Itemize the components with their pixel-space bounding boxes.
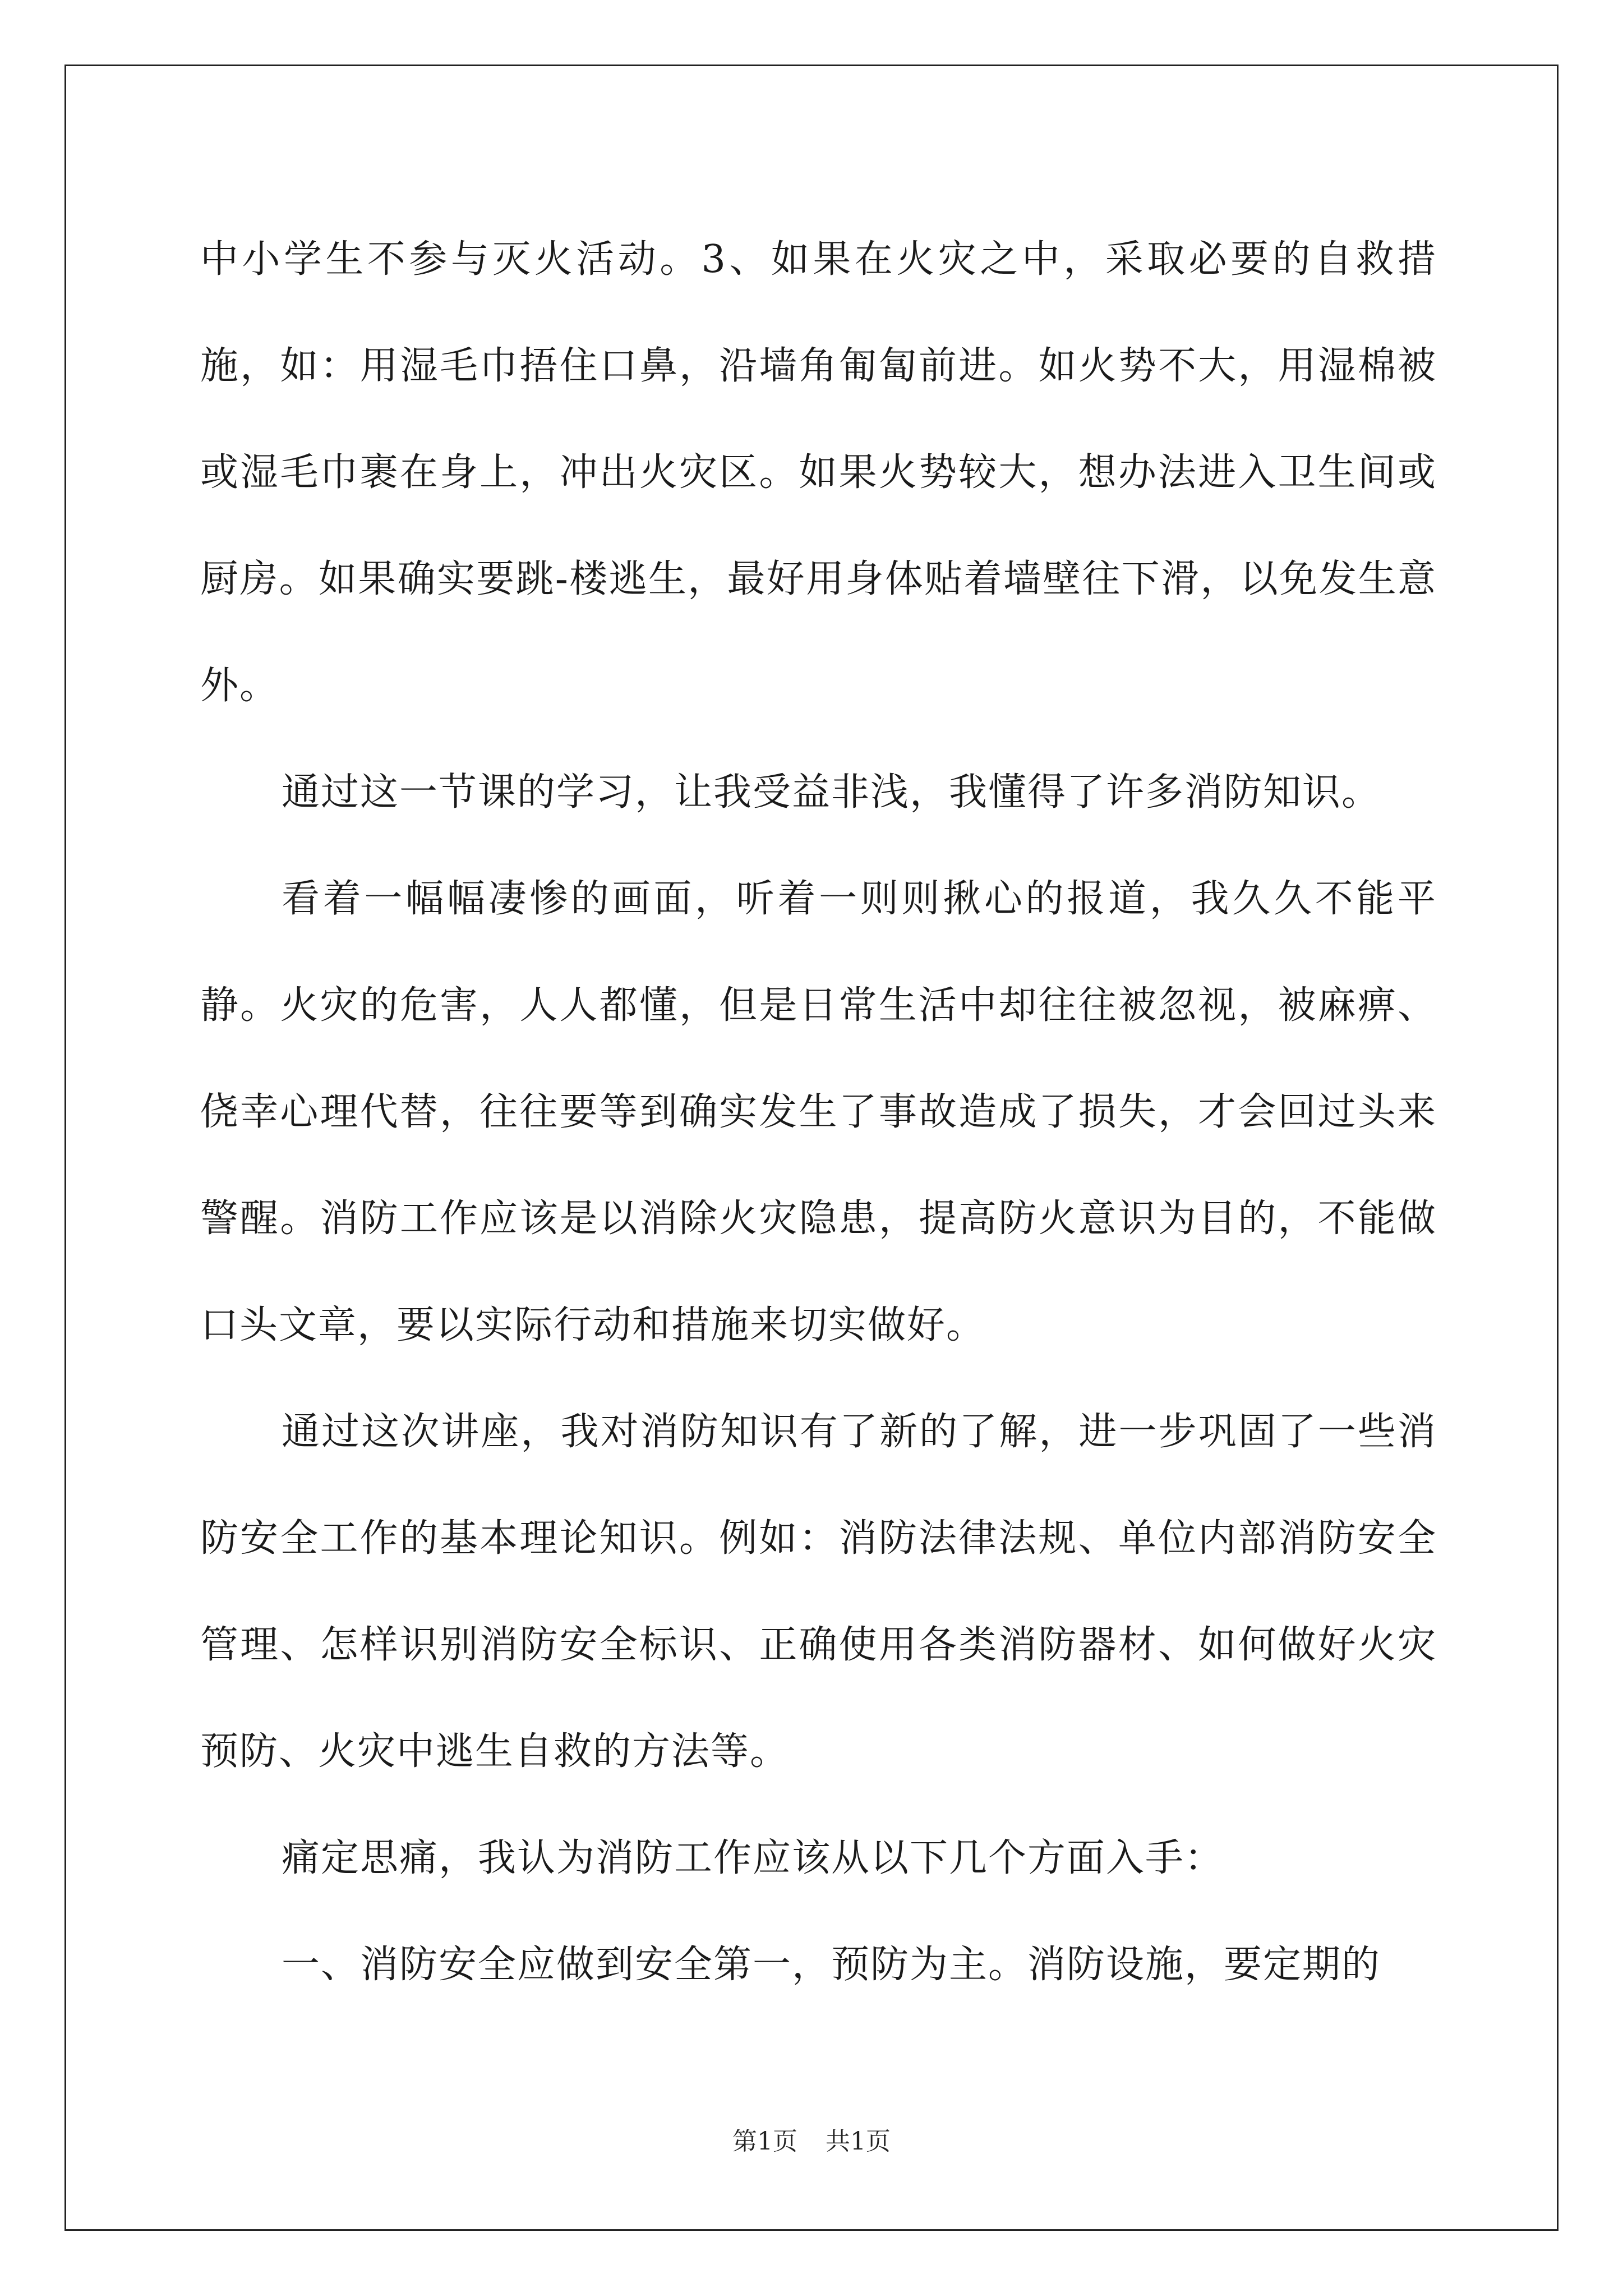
- document-body: [200, 206, 1437, 2018]
- page-number-total: 共1页: [826, 2127, 891, 2156]
- paragraph-3: 看着一幅幅凄惨的画面，听着一则则揪心的报道，我久久不能平静。火灾的危害，人人都懂，但是日常生活中却往往被忽视，被麻痹、侥幸心理代替，往往要等到确实发生了事故造成了损失，才会回过头来警醒。消防工作应该是以消除火灾隐患，提高防火意识为目的，不能做口头文章，要以实际行动和措施来切实做好。: [200, 877, 1437, 1347]
- paragraph-5: 痛定思痛，我认为消防工作应该从以下几个方面入手：: [282, 1836, 1224, 1880]
- page-footer: [0, 2125, 1623, 2159]
- page-number-current: 第1页: [732, 2127, 797, 2156]
- paragraph-2: 通过这一节课的学习，让我受益非浅，我懂得了许多消防知识。: [282, 770, 1381, 815]
- paragraph-6: 一、消防安全应做到安全第一，预防为主。消防设施，要定期的: [282, 1943, 1381, 1987]
- paragraph-1: 中小学生不参与灭火活动。3、如果在火灾之中，采取必要的自救措施，如：用湿毛巾捂住口鼻，沿墙角匍匐前进。如火势不大，用湿棉被或湿毛巾裹在身上，冲出火灾区。如果火势较大，想办法进入卫生间或厨房。如果确实要跳-楼逃生，最好用身体贴着墙壁往下滑，以免发生意外。: [200, 237, 1437, 708]
- paragraph-4: 通过这次讲座，我对消防知识有了新的了解，进一步巩固了一些消防安全工作的基本理论知识。例如：消防法律法规、单位内部消防安全管理、怎样识别消防安全标识、正确使用各类消防器材、如何做好火灾预防、火灾中逃生自救的方法等。: [200, 1410, 1437, 1774]
